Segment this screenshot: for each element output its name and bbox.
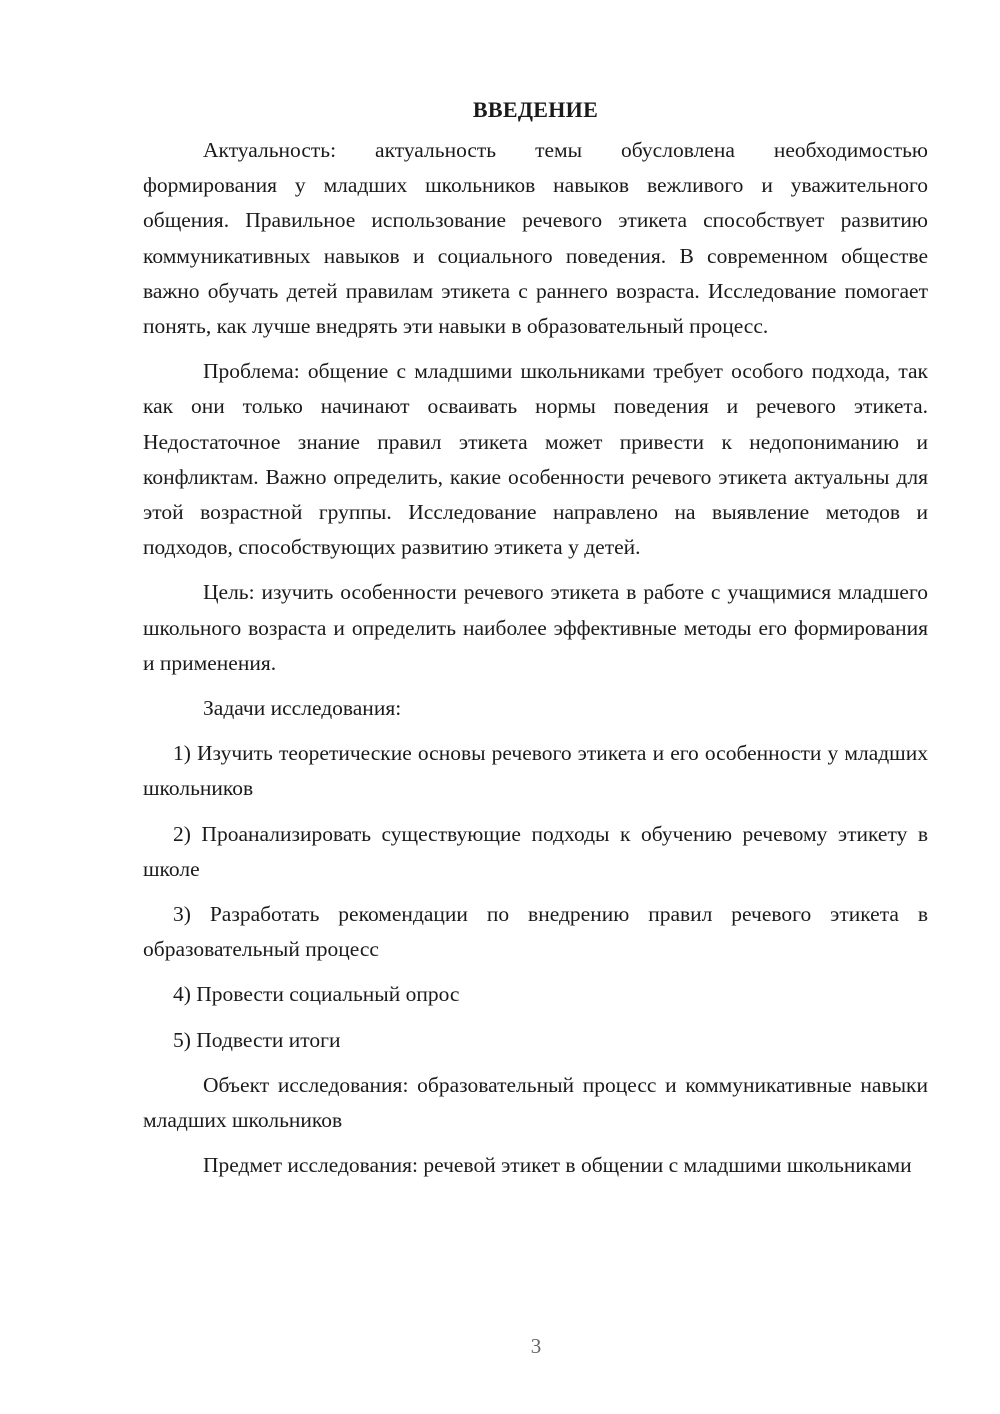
research-subject-paragraph: Предмет исследования: речевой этикет в общении с младшими школьниками xyxy=(203,1153,912,1178)
problem-paragraph: Проблема: общение с младшими школьниками требует особого подхода, так как они только начинают осваивать нормы поведения и речевого этикета. Недостаточное знание правил этикета может привести к недопониманию и конфликтам. Важно определить, какие особенности речевого этикета актуальны для этой возрастной группы. Исследование направлено на выявление методов и подходов, способствующих развитию этикета у детей. xyxy=(143,359,928,560)
task-item: 4) Провести социальный опрос xyxy=(173,982,460,1007)
relevance-paragraph: Актуальность: актуальность темы обусловлена необходимостью формирования у младших школьников навыков вежливого и уважительного общения. Правильное использование речевого этикета способствует развитию коммуникативных навыков и социального поведения. В современном обществе важно обучать детей правилам этикета с раннего возраста. Исследование помогает понять, как лучше внедрять эти навыки в образовательный процесс. xyxy=(143,138,928,339)
task-item: 3) Разработать рекомендации по внедрению правил речевого этикета в образовательный процесс xyxy=(143,902,928,962)
page-number: 3 xyxy=(530,1334,542,1358)
document-page xyxy=(143,92,928,1183)
task-item: 2) Проанализировать существующие подходы к обучению речевому этикету в школе xyxy=(143,821,928,881)
research-object-paragraph: Объект исследования: образовательный процесс и коммуникативные навыки младших школьников xyxy=(143,1072,928,1133)
tasks-heading: Задачи исследования: xyxy=(203,696,402,721)
goal-paragraph: Цель: изучить особенности речевого этикета в работе с учащимися младшего школьного возраста и определить наиболее эффективные методы его формирования и применения. xyxy=(143,580,928,675)
section-heading: ВВЕДЕНИЕ xyxy=(472,97,599,122)
task-item: 1) Изучить теоретические основы речевого этикета и его особенности у младших школьников xyxy=(143,741,928,801)
task-item: 5) Подвести итоги xyxy=(173,1027,341,1052)
